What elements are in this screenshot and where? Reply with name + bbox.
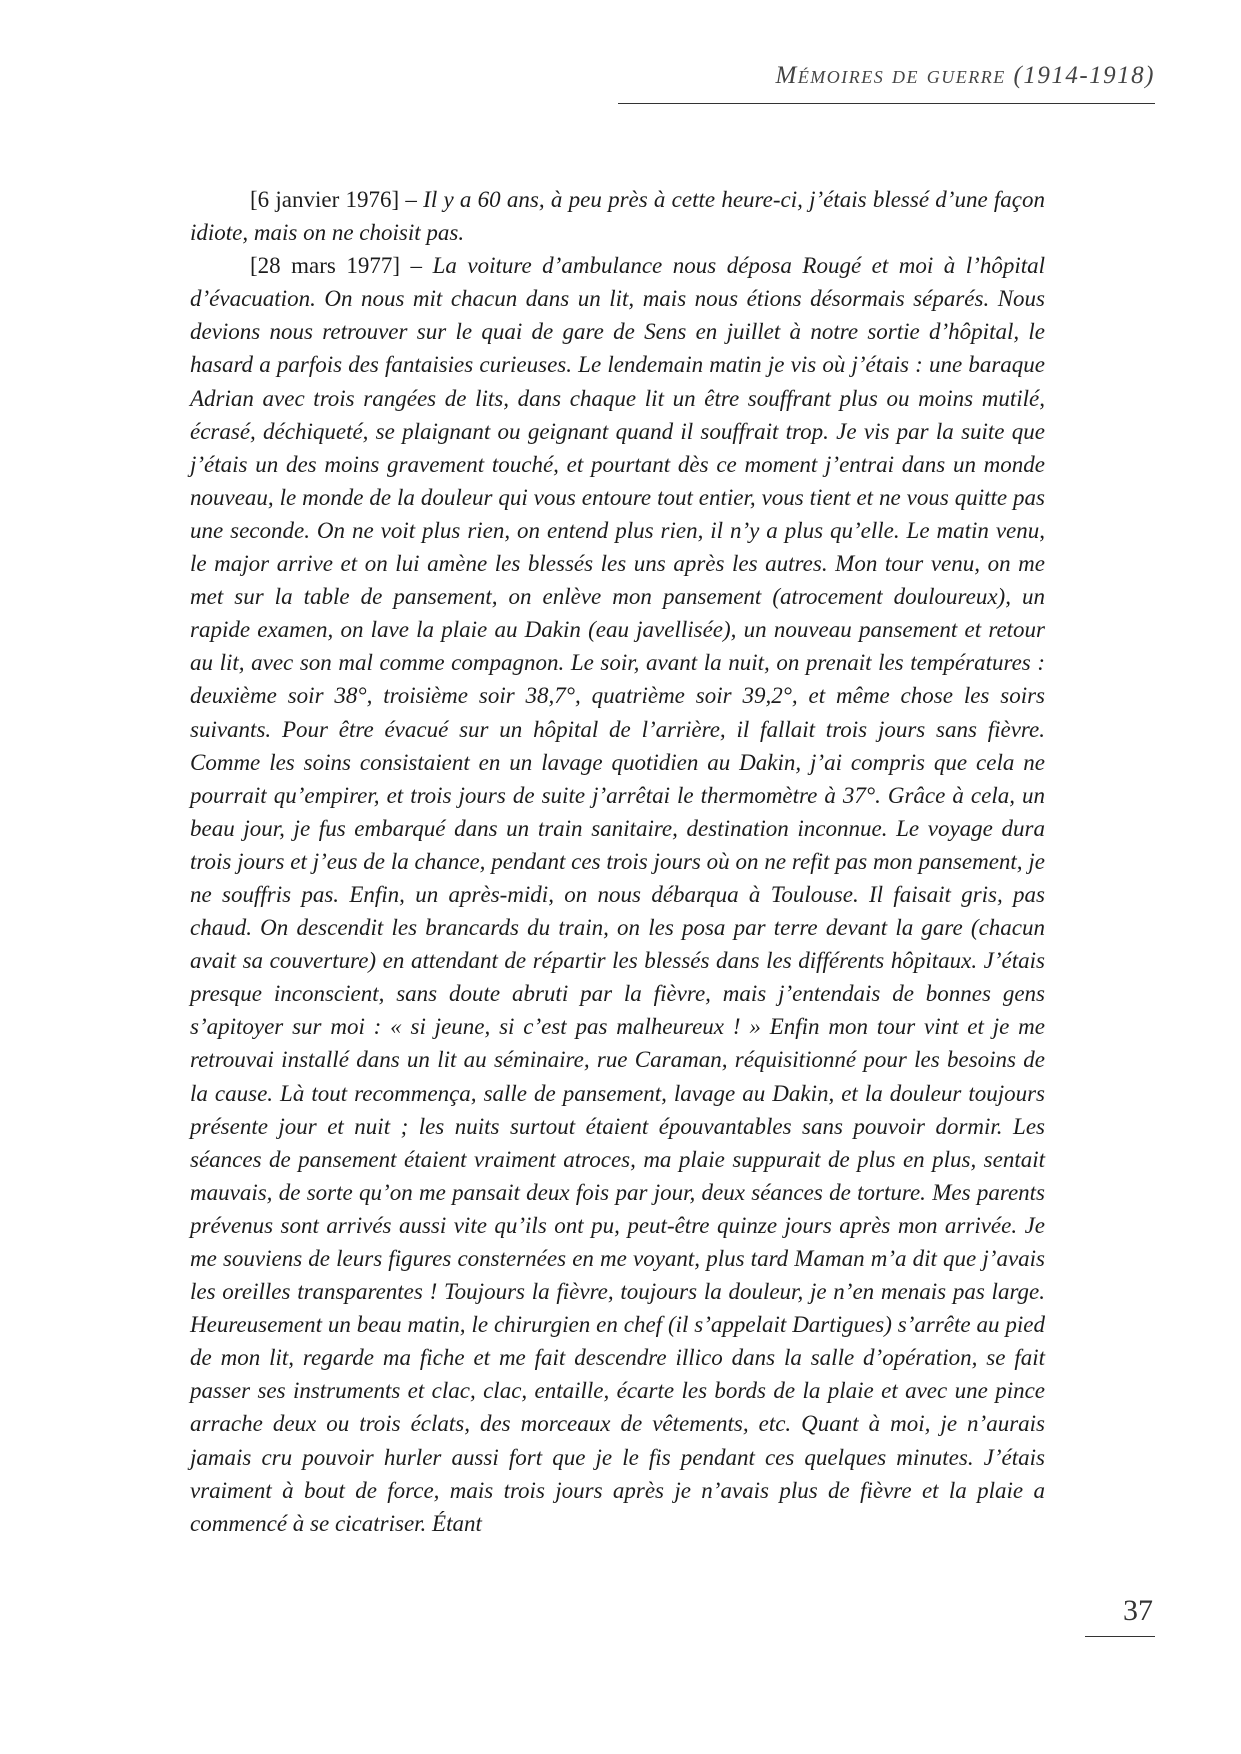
running-header [775,62,1155,90]
header-rule [618,103,1155,104]
entry-dash: – [400,253,433,279]
entry-text: Il y a 60 ans, à peu près à cette heure-ci, j’étais blessé d’une façon idiote, mais on ne choisit pas. [190,187,1045,246]
entry-dash: – [399,187,424,212]
entry-date: [28 mars 1977] [250,253,401,279]
page-number: 37 [1123,1594,1153,1627]
entry-date: [6 janvier 1976] [250,187,400,212]
footer-rule [1085,1636,1155,1637]
entry-text: La voiture d’ambulance nous déposa Rougé et moi à l’hôpital d’évacuation. On nous mit chacun dans un lit, mais nous étions désormais séparés. Nous devions nous retrouver sur le quai de gare de Sens en juillet à notre sortie d’hôpital, le hasard a parfois des fantaisies curieuses. Le lendemain matin je vis où j’étais : une baraque Adrian avec trois rangées de lits, dans chaque lit un être souffrant plus ou moins mutilé, écrasé, déchiqueté, se plaignant ou geignant quand il souffrait trop. Je vis par la suite que j’étais un des moins gravement touché, et pourtant dès ce moment j’entrai dans un monde nouveau, le monde de la douleur qui vous entoure tout entier, vous tient et ne vous quitte pas une seconde. On ne voit plus rien, on entend plus rien, il n’y a plus qu’elle. Le matin venu, le major arrive et on lui amène les blessés les uns après les autres. Mon tour venu, on me met sur la table de pansement, on enlève mon pansement (atrocement douloureux), un rapide examen, on lave la plaie au Dakin (eau javellisée), un nouveau pansement et retour au lit, avec son mal comme compagnon. Le soir, avant la nuit, on prenait les températures : deuxième soir 38°, troisième soir 38,7°, quatrième soir 39,2°, et même chose les soirs suivants. Pour être évacué sur un hôpital de l’arrière, il fallait trois jours sans fièvre. Comme les soins consistaient en un lavage quotidien au Dakin, j’ai compris que cela ne pourrait qu’empirer, et trois jours de suite j’arrêtai le thermomètre à 37°. Grâce à cela, un beau jour, je fus embarqué dans un train sanitaire, destination inconnue. Le voyage dura trois jours et j’eus de la chance, pendant ces trois jours où on ne refit pas mon pansement, je ne souffris pas. Enfin, un après-midi, on nous débarqua à Toulouse. Il faisait gris, pas chaud. On descendit les brancards du train, on les posa par terre devant la gare (chacun avait sa couverture) en attendant de répartir les blessés dans les différents hôpitaux. J’étais presque inconscient, sans doute abruti par la fièvre, mais j’entendais de bonnes gens s’apitoyer sur moi : « si jeune, si c’est pas malheureux ! » Enfin mon tour vint et je me retrouvai installé dans un lit au séminaire, rue Caraman, réquisitionné pour les besoins de la cause. Là tout recommença, salle de pansement, lavage au Dakin, et la douleur toujours présente jour et nuit ; les nuits surtout étaient épouvantables sans pouvoir dormir. Les séances de pansement étaient vraiment atroces, ma plaie suppurait de plus en plus, sentait mauvais, de sorte qu’on me pansait deux fois par jour, deux séances de torture. Mes parents prévenus sont arrivés aussi vite qu’ils ont pu, peut-être quinze jours après mon arrivée. Je me souviens de leurs figures consternées en me voyant, plus tard Maman m’a dit que j’avais les oreilles transparentes ! Toujours la fièvre, toujours la douleur, je n’en menais pas large. Heureusement un beau matin, le chirurgien en chef (il s’appelait Dartigues) s’arrête au pied de mon lit, regarde ma fiche et me fait descendre illico dans la salle d’opération, se fait passer ses instruments et clac, clac, entaille, écarte les bords de la plaie et avec une pince arrache deux ou trois éclats, des morceaux de vêtements, etc. Quant à moi, je n’aurais jamais cru pouvoir hurler aussi fort que je le fis pendant ces quelques minutes. J’étais vraiment à bout de force, mais trois jours après je n’avais plus de fièvre et la plaie a commencé à se cicatriser. Étant [190,253,1046,1536]
body-text [190,183,1045,1540]
paragraph [190,249,1045,1540]
paragraph [190,183,1045,249]
running-title-initial: M [775,62,798,89]
running-title: émoires de guerre [797,62,1006,89]
running-title-years: (1914-1918) [1013,62,1155,89]
